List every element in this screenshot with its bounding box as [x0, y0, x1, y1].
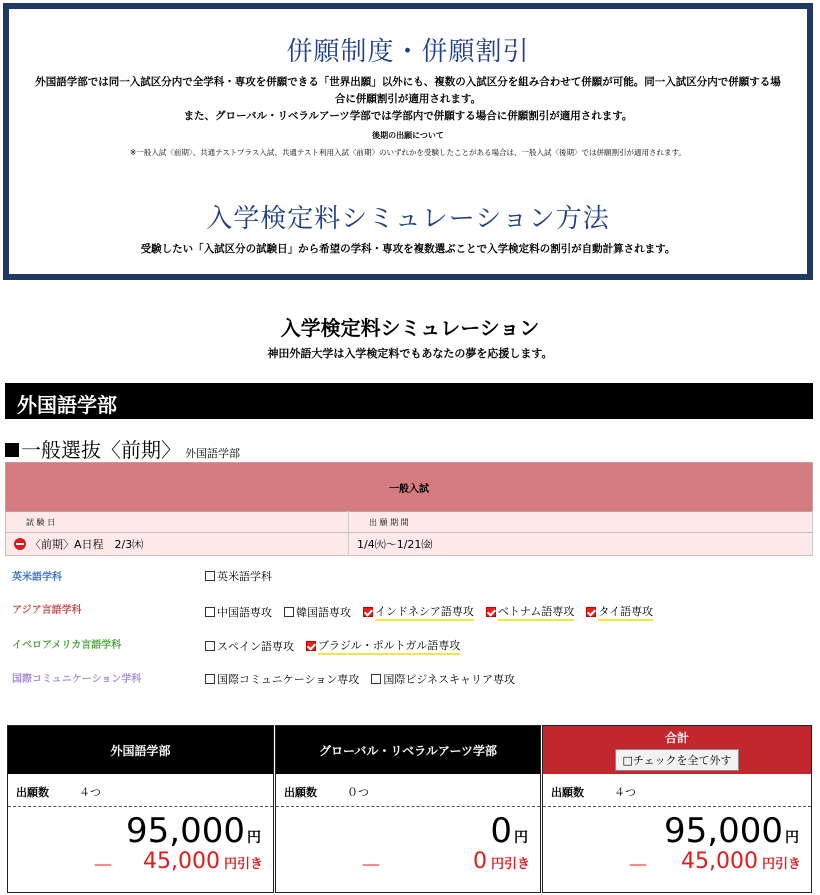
discount: － 45,000 円引き: [627, 849, 801, 879]
total-fee: 0 円: [490, 811, 528, 851]
checkbox-intl-communication[interactable]: 国際コミュニケーション専攻: [205, 671, 359, 687]
summary-total: [542, 725, 812, 893]
total-fee: 95,000 円: [664, 811, 799, 851]
info-note: ※一般入試〈前期〉、共通テストプラス入試、共通テスト利用入試〈前期〉のいずれかを受験したことがある場合は、一般入試〈後期〉では併願割引が適用されます。: [130, 148, 686, 157]
checkbox-thai[interactable]: タイ語専攻: [586, 603, 653, 621]
section-title: 一般選抜〈前期〉: [21, 438, 181, 462]
section-subtitle: 外国語学部: [185, 447, 240, 460]
checkbox-icon[interactable]: [205, 607, 215, 617]
dept-english: 英米語学科: [12, 572, 62, 583]
discount: － 0 円引き: [360, 849, 530, 879]
majors-ibero-american: [205, 637, 460, 655]
simulation-title: 入学検定料シミュレーション: [280, 316, 540, 340]
info-paragraph-2: また、グローバル・リベラルアーツ学部では学部内で併願する場合に併願割引が適用されます。: [183, 110, 633, 122]
exam-date-text: 〈前期〉A日程 2/3㈭: [30, 538, 144, 551]
info-later-title: 後期の出願について: [372, 131, 444, 140]
application-period-cell: 1/4㈫〜1/21㈮: [349, 533, 813, 556]
section-heading: [5, 434, 240, 463]
dept-international-communication: 国際コミュニケーション学科: [12, 674, 142, 685]
application-count: 出願数 ４つ: [543, 774, 811, 807]
uncheck-all-button[interactable]: □チェックを全て外す: [615, 749, 738, 771]
remove-icon[interactable]: [14, 538, 26, 550]
exam-table-header: 一般入試: [389, 483, 429, 495]
summary-total-header: [543, 726, 811, 774]
exam-row[interactable]: [6, 533, 813, 556]
square-bullet-icon: [5, 443, 19, 457]
summary-title: 合計: [664, 731, 689, 745]
checkbox-chinese[interactable]: 中国語専攻: [205, 603, 272, 621]
faculty-header: 外国語学部: [5, 383, 813, 419]
total-fee: 95,000 円: [126, 811, 261, 851]
info-box: [3, 3, 813, 280]
majors-international-communication: [205, 671, 515, 687]
checkbox-intl-business-career[interactable]: 国際ビジネスキャリア専攻: [371, 671, 515, 687]
column-application-period: 出 願 期 間: [349, 512, 813, 533]
heading-simulation-method: 入学検定料シミュレーション方法: [206, 204, 610, 234]
checkbox-icon[interactable]: [205, 571, 215, 581]
info-paragraph-1: 外国語学部では同一入試区分内で全学科・専攻を併願できる「世界出願」以外にも、複数の入試区分を組み合わせて併願が可能。同一入試区分内で併願する場合に併願割引が適用されます。: [35, 76, 781, 105]
discount: － 45,000 円引き: [92, 849, 263, 879]
checkbox-portuguese[interactable]: ブラジル・ポルトガル語専攻: [306, 637, 460, 655]
checkbox-indonesian[interactable]: インドネシア語専攻: [363, 603, 474, 621]
summary-title: 外国語学部: [8, 726, 273, 774]
checkmark-icon[interactable]: [586, 607, 596, 617]
majors-english: [205, 568, 272, 584]
checkbox-icon[interactable]: [205, 641, 215, 651]
checkbox-icon[interactable]: [371, 674, 381, 684]
dept-ibero-american: イベロアメリカ言語学科: [12, 640, 122, 651]
checkbox-vietnamese[interactable]: ベトナム語専攻: [486, 603, 574, 621]
exam-table: [5, 462, 813, 556]
summary-foreign-languages: [7, 725, 274, 893]
heading-combined-application: 併願制度・併願割引: [286, 37, 530, 67]
checkbox-korean[interactable]: 韓国語専攻: [284, 603, 351, 621]
checkbox-english-american[interactable]: 英米語学科: [205, 568, 272, 584]
application-count: 出願数 ０つ: [276, 774, 540, 807]
majors-asian: [205, 603, 653, 621]
checkbox-spanish[interactable]: スペイン語専攻: [205, 637, 294, 655]
simulation-subtitle: 神田外語大学は入学検定料でもあなたの夢を応援します。: [267, 347, 553, 360]
checkmark-icon[interactable]: [486, 607, 496, 617]
info-paragraph-3: 受験したい「入試区分の試験日」から希望の学科・専攻を複数選ぶことで入学検定料の割引が自動計算されます。: [140, 243, 676, 255]
checkmark-icon[interactable]: [306, 641, 316, 651]
summary-title: グローバル・リベラルアーツ学部: [276, 726, 540, 774]
checkbox-icon[interactable]: [284, 607, 294, 617]
checkbox-icon[interactable]: [205, 674, 215, 684]
checkmark-icon[interactable]: [363, 607, 373, 617]
summary-global-liberal-arts: [275, 725, 541, 893]
dept-asian: アジア言語学科: [12, 605, 82, 616]
exam-date-cell[interactable]: [6, 533, 349, 556]
column-exam-date: 試 験 日: [6, 512, 349, 533]
application-count: 出願数 ４つ: [8, 774, 273, 807]
